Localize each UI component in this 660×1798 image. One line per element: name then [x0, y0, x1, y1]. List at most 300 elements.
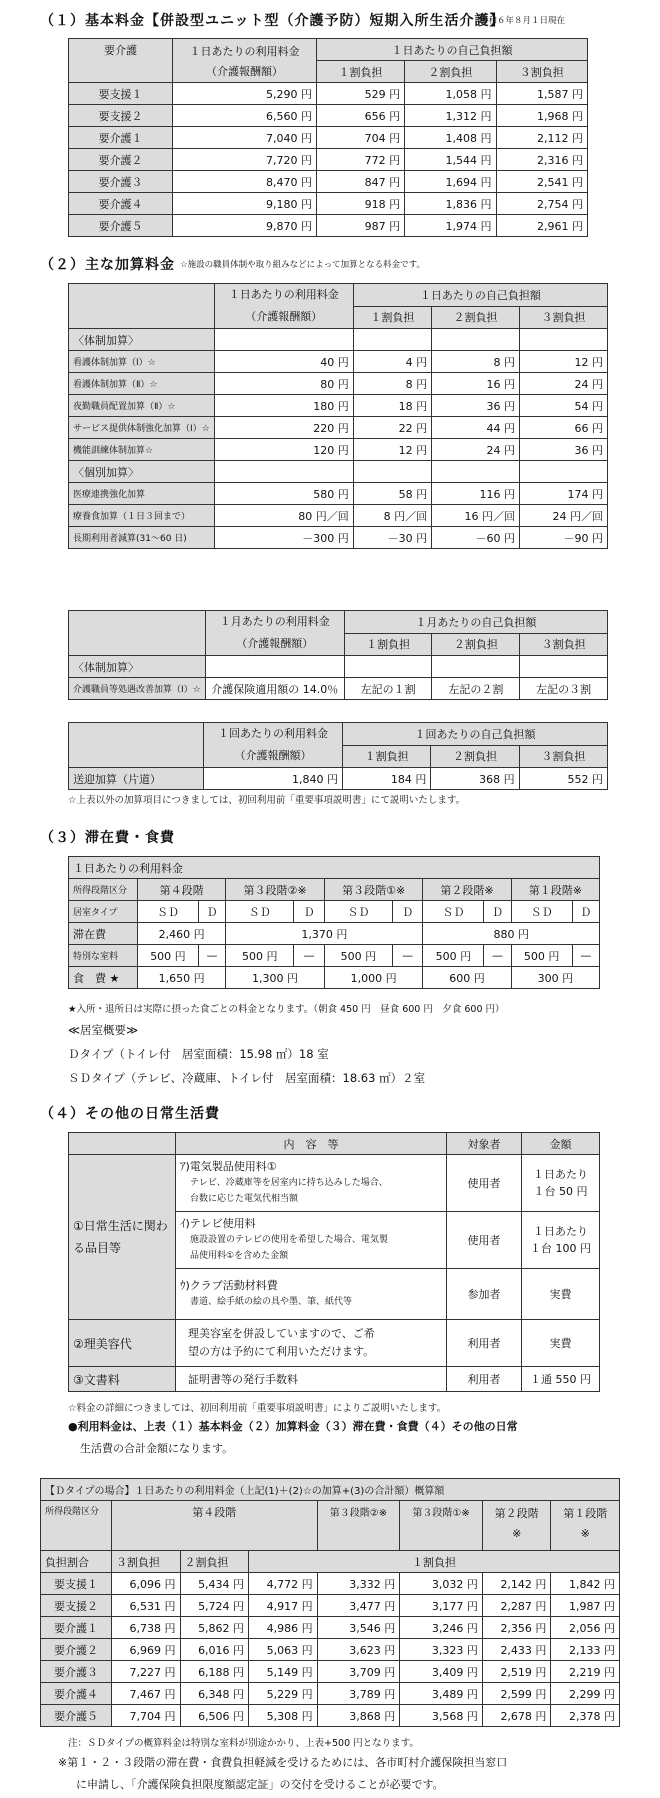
row-3: 1,587 円 [496, 83, 587, 105]
val-4-2: 5,724 円 [180, 1595, 249, 1617]
row-label: 要介護３ [69, 171, 173, 193]
stage-2: 第２段階※ [423, 879, 511, 901]
val-4-3: 7,227 円 [112, 1661, 181, 1683]
val-2: 2,287 円 [482, 1595, 551, 1617]
item-elec-desc1: テレビ、冷蔵庫等を居室内に持ち込みした場合、 [190, 1178, 388, 1188]
v-h-1: １割負担 [343, 745, 431, 768]
m-h-fee-label2: （介護報酬額） [236, 637, 314, 650]
s5-stage1 [551, 1501, 620, 1551]
val-4-1: 4,986 円 [249, 1617, 318, 1639]
s5-note: 注：ＳＤタイプの概算料金は特別な室料が別途かかり、上表+500 円となります。 [68, 1738, 419, 1749]
food-3-2: 1,300 円 [226, 967, 325, 989]
val-3-1: 3,177 円 [400, 1595, 483, 1617]
val-1: 2,056 円 [551, 1617, 620, 1639]
item-elec-amt1: １日あたり [533, 1168, 588, 1181]
h-2: ２割負担 [405, 61, 496, 83]
m-h-2: ２割負担 [432, 633, 520, 656]
cat-daily [69, 1155, 176, 1320]
row-fee: 9,870 円 [173, 215, 317, 237]
table-row [69, 417, 608, 439]
row-3: 36 円 [520, 439, 608, 461]
food-1: 300 円 [511, 967, 599, 989]
val-4-2: 6,016 円 [180, 1639, 249, 1661]
row-fee: 9,180 円 [173, 193, 317, 215]
table-row [69, 193, 588, 215]
item-elec-desc2: 台数に応じた電気代相当額 [190, 1194, 299, 1204]
stay-4: 2,460 円 [138, 923, 226, 945]
blank [205, 656, 344, 678]
special-fee: 500 円 [138, 945, 199, 967]
item-beauty-desc2: 望の方は予約にて利用いただけます。 [188, 1345, 375, 1358]
val-4-2: 6,506 円 [180, 1705, 249, 1727]
item-docs: 証明書等の発行手数料 [176, 1367, 447, 1392]
s2-subtitle: ☆施設の職員体制や取り組みなどによって加算となる料金です。 [180, 260, 425, 270]
val-2: 2,142 円 [482, 1573, 551, 1595]
h-self: １日あたりの自己負担額 [317, 39, 588, 61]
blank [432, 329, 520, 351]
table-row [69, 149, 588, 171]
m-row-label: 介護職員等処遇改善加算（Ⅰ）☆ [69, 678, 206, 700]
row-3: 174 円 [520, 483, 608, 505]
item-elec-amt2: １台 50 円 [533, 1185, 588, 1198]
v-row-label: 送迎加算（片道） [69, 768, 204, 790]
s5-stage31: 第３段階①※ [400, 1501, 483, 1551]
s5-foot2: に申請し、「介護保険負担限度額認定証」の交付を受けることが必要です。 [76, 1778, 444, 1791]
row-2: 1,408 円 [405, 127, 496, 149]
row-1: 772 円 [317, 149, 405, 171]
row-label: 夜勤職員配置加算（Ⅱ）☆ [69, 395, 215, 417]
addon-table [68, 283, 608, 549]
table-row [41, 1683, 620, 1705]
stage-3-1: 第３段階①※ [324, 879, 423, 901]
row-1: 529 円 [317, 83, 405, 105]
m-group1: 〈体制加算〉 [69, 656, 206, 678]
val-4-3: 6,969 円 [112, 1639, 181, 1661]
row-1: 847 円 [317, 171, 405, 193]
c-type: 居室タイプ [69, 901, 138, 923]
table-row [69, 351, 608, 373]
row-label: 要介護３ [41, 1661, 112, 1683]
addon-h-self: １日あたりの自己負担額 [353, 284, 607, 307]
val-4-1: 5,229 円 [249, 1683, 318, 1705]
special-fee: 500 円 [324, 945, 392, 967]
val-4-3: 6,738 円 [112, 1617, 181, 1639]
table-row [41, 1705, 620, 1727]
item-club-target: 参加者 [447, 1269, 522, 1320]
item-tv-amt2: １台 100 円 [530, 1242, 591, 1255]
row-fee: 40 円 [214, 351, 353, 373]
item-tv-amt [522, 1212, 600, 1269]
row-2: 16 円 [432, 373, 520, 395]
row-fee: 180 円 [214, 395, 353, 417]
item-club-desc: 書道、絵手紙の絵の具や墨、筆、紙代等 [190, 1297, 353, 1307]
val-1: 2,219 円 [551, 1661, 620, 1683]
dtype-summary-table [40, 1478, 620, 1727]
s4-note: ☆料金の詳細につきましては、初回利用前「重要事項説明書」によりご説明いたします。 [68, 1403, 447, 1414]
h-1: １割負担 [317, 61, 405, 83]
m-h-3: ３割負担 [520, 633, 608, 656]
val-3-1: 3,246 円 [400, 1617, 483, 1639]
row-1: 4 円 [353, 351, 431, 373]
m-row-fee: 介護保険適用額の 14.0％ [205, 678, 344, 700]
row-1: 8 円 [353, 373, 431, 395]
v-h-fee-label2: （介護報酬額） [234, 749, 312, 762]
val-4-3: 6,096 円 [112, 1573, 181, 1595]
c-special: 特別な室料 [69, 945, 138, 967]
row-fee: 80 円 [214, 373, 353, 395]
type-d: Ｄ [198, 901, 225, 923]
row-fee: 80 円／回 [214, 505, 353, 527]
item-tv-title: ｲ)テレビ使用料 [180, 1217, 256, 1230]
val-3-2: 3,623 円 [317, 1639, 400, 1661]
s5-stage2-mark: ※ [512, 1527, 522, 1540]
row-fee: 7,720 円 [173, 149, 317, 171]
val-3-1: 3,032 円 [400, 1573, 483, 1595]
item-club-title: ｳ)クラブ活動材料費 [180, 1279, 278, 1292]
s5-c-stage: 所得段階区分 [41, 1501, 112, 1551]
special-dash: — [294, 945, 325, 967]
table-row [69, 171, 588, 193]
table-row [69, 483, 608, 505]
row-label: 機能訓練体制加算☆ [69, 439, 215, 461]
type-d: Ｄ [392, 901, 423, 923]
s3-top: １日あたりの利用料金 [69, 857, 600, 879]
v-h-self: １回あたりの自己負担額 [343, 723, 608, 746]
type-d: Ｄ [484, 901, 511, 923]
addon-h-fee [214, 284, 353, 329]
item-beauty-desc1: 理美容室を併設していますので、ご希 [188, 1327, 375, 1340]
type-sd: ＳＤ [138, 901, 199, 923]
val-1: 2,378 円 [551, 1705, 620, 1727]
special-dash: — [198, 945, 225, 967]
row-fee: －300 円 [214, 527, 353, 549]
stage-4: 第４段階 [138, 879, 226, 901]
row-3: 2,961 円 [496, 215, 587, 237]
c-food: 食 費 ★ [69, 967, 138, 989]
row-3: －90 円 [520, 527, 608, 549]
row-fee: 8,470 円 [173, 171, 317, 193]
item-beauty-target: 利用者 [447, 1320, 522, 1367]
food-4: 1,650 円 [138, 967, 226, 989]
v-row-1: 184 円 [343, 768, 431, 790]
row-1: 987 円 [317, 215, 405, 237]
s5-r2: ２割負担 [180, 1551, 249, 1573]
special-dash: — [392, 945, 423, 967]
row-label: 要介護１ [41, 1617, 112, 1639]
row-label: 看護体制加算（Ⅱ）☆ [69, 373, 215, 395]
s4-h-blank [69, 1133, 176, 1155]
row-label: 要支援２ [69, 105, 173, 127]
item-club-amt: 実費 [522, 1269, 600, 1320]
row-fee: 7,040 円 [173, 127, 317, 149]
row-label: 要介護２ [41, 1639, 112, 1661]
m-h-blank [69, 611, 206, 656]
val-4-2: 5,434 円 [180, 1573, 249, 1595]
h-care: 要介護 [69, 39, 173, 83]
table-row [69, 505, 608, 527]
stay-21: 880 円 [423, 923, 600, 945]
blank [432, 461, 520, 483]
item-tv-desc1: 施設設置のテレビの使用を希望した場合、電気製 [190, 1235, 388, 1245]
item-beauty [176, 1320, 447, 1367]
val-4-1: 5,149 円 [249, 1661, 318, 1683]
row-2: 24 円 [432, 439, 520, 461]
row-fee: 580 円 [214, 483, 353, 505]
blank [353, 329, 431, 351]
v-row-3: 552 円 [519, 768, 607, 790]
addon-h-3: ３割負担 [520, 306, 608, 329]
m-h-fee-label: １月あたりの利用料金 [219, 615, 330, 628]
row-1: 704 円 [317, 127, 405, 149]
row-3: 2,112 円 [496, 127, 587, 149]
table-row [69, 83, 588, 105]
v-row-2: 368 円 [431, 768, 519, 790]
row-1: 58 円 [353, 483, 431, 505]
per-visit-table [68, 722, 608, 790]
table-row [41, 1617, 620, 1639]
item-docs-target: 利用者 [447, 1367, 522, 1392]
item-tv-amt1: １日あたり [533, 1225, 588, 1238]
blank [520, 461, 608, 483]
m-h-self: １月あたりの自己負担額 [344, 611, 607, 634]
val-2: 2,519 円 [482, 1661, 551, 1683]
row-1: 22 円 [353, 417, 431, 439]
row-3: 24 円 [520, 373, 608, 395]
special-fee: 500 円 [511, 945, 572, 967]
val-1: 2,299 円 [551, 1683, 620, 1705]
s5-c-ratio: 負担割合 [41, 1551, 112, 1573]
cat-docs: ③文書料 [69, 1367, 176, 1392]
blank [344, 656, 432, 678]
row-3: 2,316 円 [496, 149, 587, 171]
food-3-1: 1,000 円 [324, 967, 423, 989]
type-sd: ＳＤ [423, 901, 484, 923]
special-dash: — [572, 945, 599, 967]
special-dash: — [484, 945, 511, 967]
addon-h-1: １割負担 [353, 306, 431, 329]
val-2: 2,356 円 [482, 1617, 551, 1639]
val-4-2: 6,348 円 [180, 1683, 249, 1705]
stage-3-2: 第３段階②※ [226, 879, 325, 901]
table-row [41, 1595, 620, 1617]
type-d: Ｄ [572, 901, 599, 923]
h-fee [173, 39, 317, 83]
h-3: ３割負担 [496, 61, 587, 83]
addon-h-blank [69, 284, 215, 329]
val-3-2: 3,332 円 [317, 1573, 400, 1595]
table-row [41, 1639, 620, 1661]
s5-r1: １割負担 [249, 1551, 620, 1573]
cat-daily-label: ①日常生活に関わる品目等 [73, 1219, 168, 1255]
row-label: 要介護５ [41, 1705, 112, 1727]
v-h-2: ２割負担 [431, 745, 519, 768]
s4-bullet2: 生活費の合計金額になります。 [80, 1442, 234, 1455]
h-fee-label: １日あたりの利用料金 [189, 45, 300, 58]
val-3-2: 3,789 円 [317, 1683, 400, 1705]
item-club [176, 1269, 447, 1320]
row-label: 要介護４ [69, 193, 173, 215]
row-3: 2,541 円 [496, 171, 587, 193]
m-row-3: 左記の３割 [520, 678, 608, 700]
row-label: 要介護５ [69, 215, 173, 237]
addon-group2: 〈個別加算〉 [69, 461, 215, 483]
m-h-fee [205, 611, 344, 656]
table-row [69, 527, 608, 549]
val-1: 1,842 円 [551, 1573, 620, 1595]
row-2: 1,544 円 [405, 149, 496, 171]
row-label: 要介護４ [41, 1683, 112, 1705]
room-sd: ＳＤタイプ（テレビ、冷蔵庫、トイレ付 居室面積：18.63 ㎡）２室 [68, 1071, 426, 1085]
row-2: 116 円 [432, 483, 520, 505]
row-1: －30 円 [353, 527, 431, 549]
row-fee: 120 円 [214, 439, 353, 461]
row-1: 8 円／回 [353, 505, 431, 527]
m-h-1: １割負担 [344, 633, 432, 656]
s4-bullet1: ●利用料金は、上表（１）基本料金（２）加算料金（３）滞在費・食費（４）その他の日常 [68, 1420, 518, 1433]
item-elec [176, 1155, 447, 1212]
val-3-2: 3,546 円 [317, 1617, 400, 1639]
val-3-1: 3,568 円 [400, 1705, 483, 1727]
v-h-3: ３割負担 [519, 745, 607, 768]
row-label: 要支援２ [41, 1595, 112, 1617]
row-1: 656 円 [317, 105, 405, 127]
row-2: 1,694 円 [405, 171, 496, 193]
m-row-1: 左記の１割 [344, 678, 432, 700]
s3-title: （３）滞在費・食費 [40, 830, 175, 846]
val-4-1: 4,917 円 [249, 1595, 318, 1617]
c-stage: 所得段階区分 [69, 879, 138, 901]
s5-stage1-mark: ※ [580, 1527, 590, 1540]
type-sd: ＳＤ [511, 901, 572, 923]
s5-stage2-label: 第２段階 [494, 1507, 539, 1520]
row-label: 看護体制加算（Ⅰ）☆ [69, 351, 215, 373]
val-3-2: 3,868 円 [317, 1705, 400, 1727]
row-3: 1,968 円 [496, 105, 587, 127]
val-4-3: 7,704 円 [112, 1705, 181, 1727]
blank [353, 461, 431, 483]
v-h-fee-label: １回あたりの利用料金 [218, 727, 328, 740]
special-fee: 500 円 [423, 945, 484, 967]
room-d: Ｄタイプ（トイレ付 居室面積：15.98 ㎡）18 室 [68, 1047, 329, 1061]
m-row-2: 左記の２割 [432, 678, 520, 700]
row-fee: 6,560 円 [173, 105, 317, 127]
val-4-2: 5,862 円 [180, 1617, 249, 1639]
stay-3: 1,370 円 [226, 923, 423, 945]
type-sd: ＳＤ [324, 901, 392, 923]
val-4-3: 7,467 円 [112, 1683, 181, 1705]
row-2: 1,974 円 [405, 215, 496, 237]
s5-foot1: ※第１・２・３段階の滞在費・食費負担軽減を受けるためには、各市町村介護保険担当窓口 [58, 1756, 508, 1769]
stage-1: 第１段階※ [511, 879, 599, 901]
row-3: 12 円 [520, 351, 608, 373]
basic-fee-table [68, 38, 588, 237]
row-2: 16 円／回 [432, 505, 520, 527]
val-4-1: 4,772 円 [249, 1573, 318, 1595]
blank [432, 656, 520, 678]
row-2: 1,836 円 [405, 193, 496, 215]
val-3-1: 3,409 円 [400, 1661, 483, 1683]
type-sd: ＳＤ [226, 901, 294, 923]
row-3: 24 円／回 [520, 505, 608, 527]
other-costs-table [68, 1132, 600, 1392]
val-3-2: 3,477 円 [317, 1595, 400, 1617]
val-1: 2,133 円 [551, 1639, 620, 1661]
s4-h-target: 対象者 [447, 1133, 522, 1155]
h-fee-label2: （介護報酬額） [206, 65, 283, 78]
row-3: 54 円 [520, 395, 608, 417]
table-row [69, 127, 588, 149]
s2-note: ☆上表以外の加算項目につきましては、初回利用前「重要事項説明書」にて説明いたします。 [68, 795, 466, 806]
row-label: サービス提供体制強化加算（Ⅰ）☆ [69, 417, 215, 439]
val-2: 2,433 円 [482, 1639, 551, 1661]
table-row [41, 1661, 620, 1683]
val-4-1: 5,063 円 [249, 1639, 318, 1661]
s3-note: ★入所・退所日は実際に摂った食ごとの料金となります。（朝食 450 円 昼食 600 円 夕食 600 円） [68, 1004, 505, 1015]
row-fee: 220 円 [214, 417, 353, 439]
s5-stage32: 第３段階②※ [317, 1501, 400, 1551]
v-h-fee [204, 723, 343, 768]
room-title: ≪居室概要≫ [68, 1023, 139, 1037]
c-stay: 滞在費 [69, 923, 138, 945]
row-2: 36 円 [432, 395, 520, 417]
val-2: 2,599 円 [482, 1683, 551, 1705]
s5-title: 【Ｄタイプの場合】１日あたりの利用料金（上記(1)＋(2)☆の加算+(3)の合計額）概算額 [41, 1479, 620, 1501]
table-row [69, 395, 608, 417]
val-1: 1,987 円 [551, 1595, 620, 1617]
v-row-fee: 1,840 円 [204, 768, 343, 790]
type-d: Ｄ [294, 901, 325, 923]
table-row [69, 105, 588, 127]
item-elec-target: 使用者 [447, 1155, 522, 1212]
s1-date: 令和６年８月１日現在 [480, 16, 566, 26]
val-4-2: 6,188 円 [180, 1661, 249, 1683]
item-beauty-amt: 実費 [522, 1320, 600, 1367]
row-1: 918 円 [317, 193, 405, 215]
val-4-1: 5,308 円 [249, 1705, 318, 1727]
s5-stage1-label: 第１段階 [563, 1507, 608, 1520]
val-2: 2,678 円 [482, 1705, 551, 1727]
item-tv-desc2: 品使用料①を含めた金額 [190, 1251, 289, 1261]
addon-h-fee-label: １日あたりの利用料金 [228, 288, 339, 301]
row-label: 要介護１ [69, 127, 173, 149]
row-1: 12 円 [353, 439, 431, 461]
item-elec-title: ｱ)電気製品使用料① [180, 1160, 277, 1173]
blank [214, 329, 353, 351]
item-elec-amt [522, 1155, 600, 1212]
s4-title: （４）その他の日常生活費 [40, 1106, 220, 1122]
item-docs-amt: １通 550 円 [522, 1367, 600, 1392]
addon-h-fee-label2: （介護報酬額） [245, 310, 323, 323]
blank [520, 656, 608, 678]
row-label: 要介護２ [69, 149, 173, 171]
item-tv [176, 1212, 447, 1269]
stay-food-table [68, 856, 600, 989]
row-2: 44 円 [432, 417, 520, 439]
s5-r3: ３割負担 [112, 1551, 181, 1573]
s1-title: （１）基本料金【併設型ユニット型（介護予防）短期入所生活介護】 [40, 13, 505, 29]
blank [214, 461, 353, 483]
addon-group1: 〈体制加算〉 [69, 329, 215, 351]
val-3-2: 3,709 円 [317, 1661, 400, 1683]
row-2: －60 円 [432, 527, 520, 549]
special-fee: 500 円 [226, 945, 294, 967]
item-tv-target: 使用者 [447, 1212, 522, 1269]
row-2: 1,058 円 [405, 83, 496, 105]
row-label: 要支援１ [41, 1573, 112, 1595]
s4-h-content: 内 容 等 [176, 1133, 447, 1155]
row-2: 1,312 円 [405, 105, 496, 127]
table-row [69, 439, 608, 461]
